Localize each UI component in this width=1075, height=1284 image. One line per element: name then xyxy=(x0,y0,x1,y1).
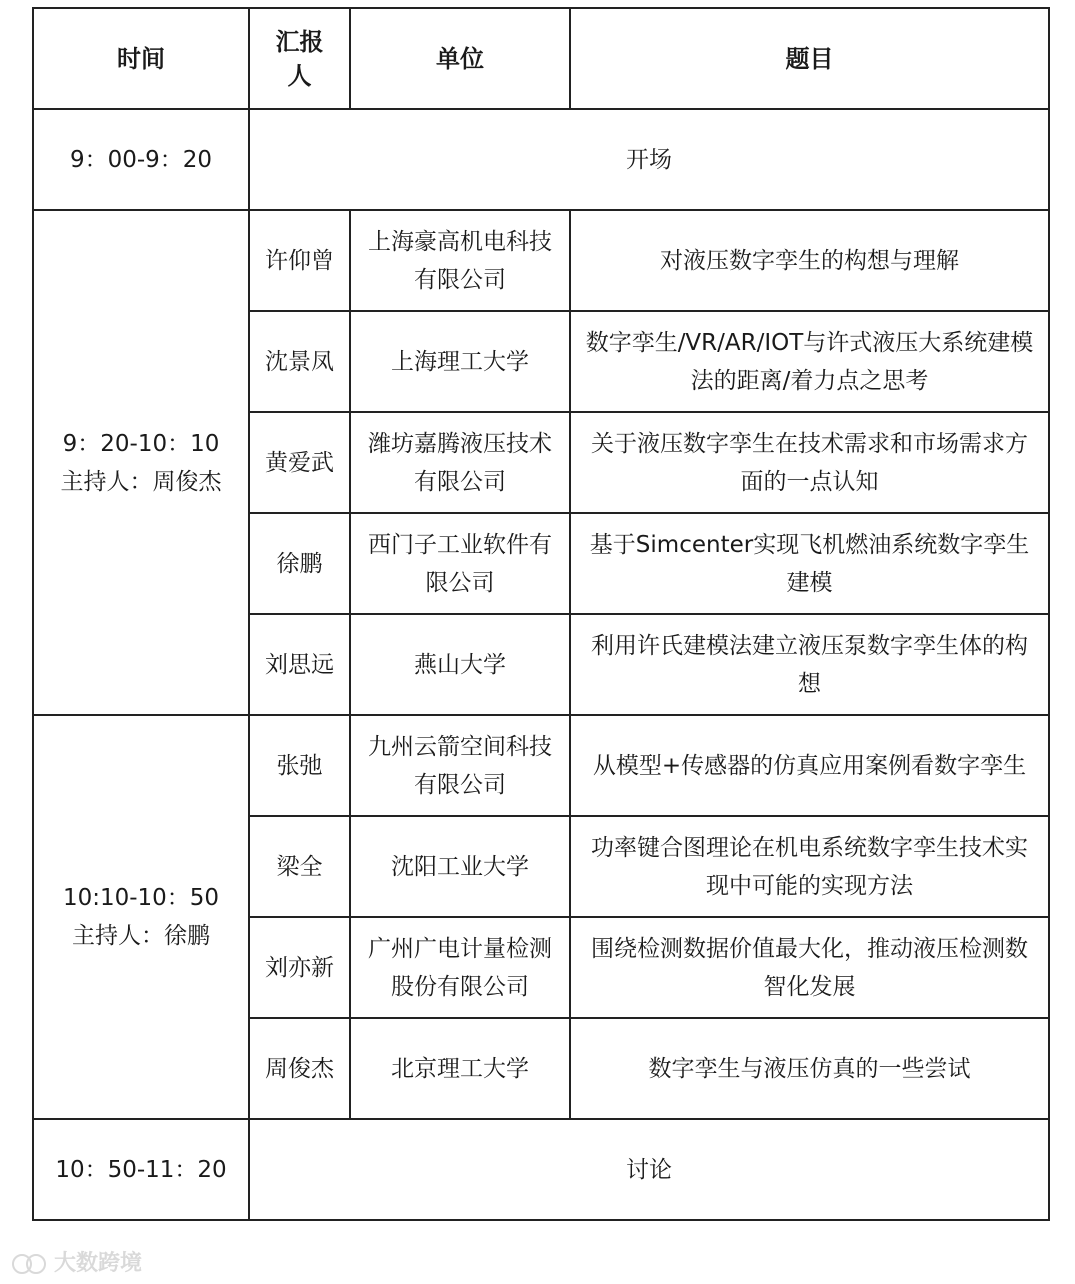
session1-time-cell xyxy=(33,210,249,715)
table-row xyxy=(33,715,1049,816)
topic-cell: 利用许氏建模法建立液压泵数字孪生体的构想 xyxy=(570,614,1049,715)
speaker-cell: 刘亦新 xyxy=(249,917,350,1018)
topic-cell: 对液压数字孪生的构想与理解 xyxy=(570,210,1049,311)
speaker-cell: 周俊杰 xyxy=(249,1018,350,1119)
speaker-cell: 徐鹏 xyxy=(249,513,350,614)
speaker-cell: 沈景凤 xyxy=(249,311,350,412)
discussion-time: 10：50-11：20 xyxy=(33,1119,249,1220)
header-row xyxy=(33,8,1049,109)
unit-cell: 西门子工业软件有限公司 xyxy=(350,513,570,614)
discussion-label: 讨论 xyxy=(249,1119,1049,1220)
speaker-cell: 黄爱武 xyxy=(249,412,350,513)
topic-cell: 功率键合图理论在机电系统数字孪生技术实现中可能的实现方法 xyxy=(570,816,1049,917)
session2-time: 10:10-10：50 xyxy=(62,885,220,911)
session2-time-cell xyxy=(33,715,249,1119)
speaker-cell: 梁全 xyxy=(249,816,350,917)
topic-cell: 关于液压数字孪生在技术需求和市场需求方面的一点认知 xyxy=(570,412,1049,513)
discussion-row xyxy=(33,1119,1049,1220)
unit-cell: 上海豪高机电科技有限公司 xyxy=(350,210,570,311)
unit-cell: 潍坊嘉腾液压技术有限公司 xyxy=(350,412,570,513)
unit-cell: 沈阳工业大学 xyxy=(350,816,570,917)
header-unit: 单位 xyxy=(350,8,570,109)
watermark-text: 大数跨境 xyxy=(54,1251,143,1276)
watermark xyxy=(12,1246,142,1277)
unit-cell: 九州云箭空间科技有限公司 xyxy=(350,715,570,816)
header-time: 时间 xyxy=(33,8,249,109)
opening-row xyxy=(33,109,1049,210)
unit-cell: 上海理工大学 xyxy=(350,311,570,412)
unit-cell: 广州广电计量检测股份有限公司 xyxy=(350,917,570,1018)
session1-host: 主持人：周俊杰 xyxy=(60,468,222,495)
schedule-table xyxy=(32,7,1050,1221)
table-row xyxy=(33,210,1049,311)
speaker-cell: 许仰曾 xyxy=(249,210,350,311)
unit-cell: 北京理工大学 xyxy=(350,1018,570,1119)
topic-cell: 从模型+传感器的仿真应用案例看数字孪生 xyxy=(570,715,1049,816)
topic-cell: 围绕检测数据价值最大化，推动液压检测数智化发展 xyxy=(570,917,1049,1018)
session2-host: 主持人：徐鹏 xyxy=(72,923,210,949)
opening-time: 9：00-9：20 xyxy=(33,109,249,210)
watermark-logo-icon xyxy=(12,1251,48,1273)
session1-time: 9：20-10：10 xyxy=(62,430,220,457)
header-topic: 题目 xyxy=(570,8,1049,109)
opening-label: 开场 xyxy=(249,109,1049,210)
topic-cell: 数字孪生与液压仿真的一些尝试 xyxy=(570,1018,1049,1119)
unit-cell: 燕山大学 xyxy=(350,614,570,715)
speaker-cell: 张弛 xyxy=(249,715,350,816)
topic-cell: 基于Simcenter实现飞机燃油系统数字孪生建模 xyxy=(570,513,1049,614)
header-speaker: 汇报人 xyxy=(249,8,350,109)
topic-cell: 数字孪生/VR/AR/IOT与许式液压大系统建模法的距离/着力点之思考 xyxy=(570,311,1049,412)
speaker-cell: 刘思远 xyxy=(249,614,350,715)
